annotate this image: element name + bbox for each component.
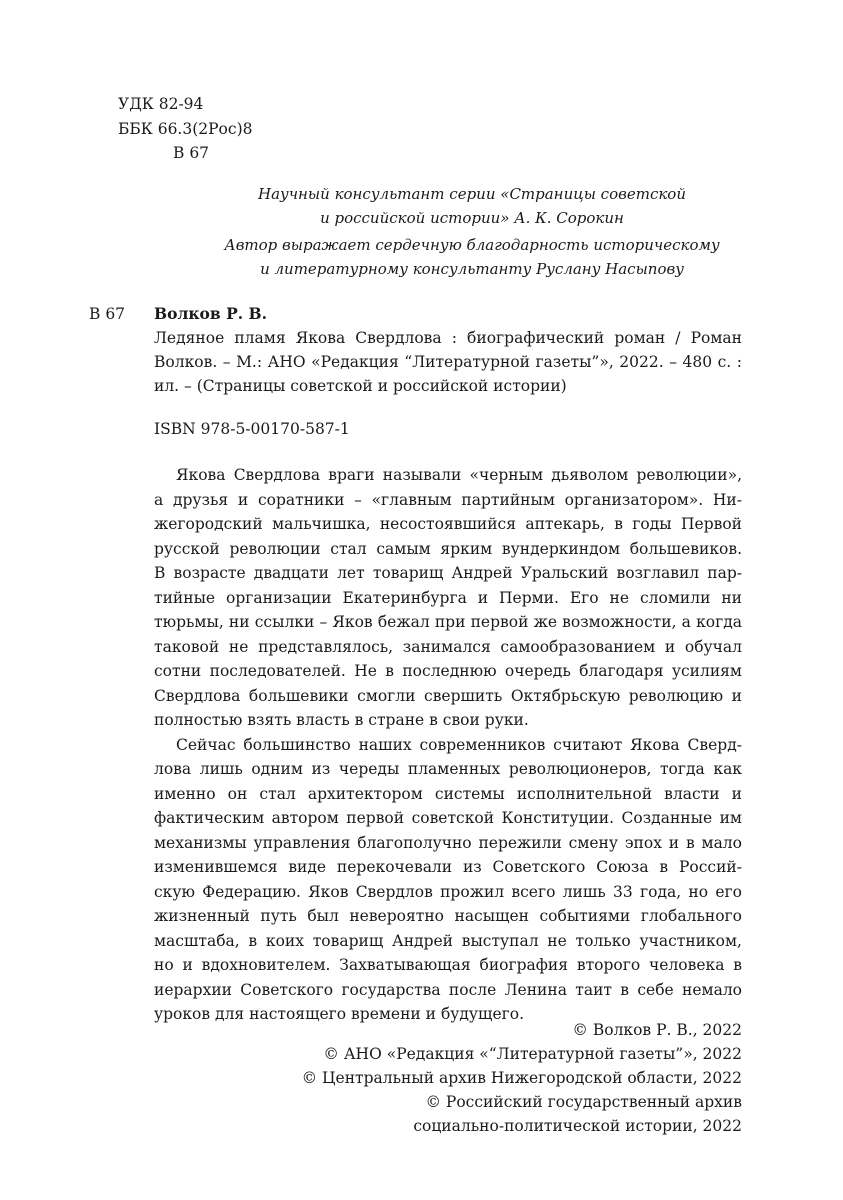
annotation-line: тюрьмы, ни ссылки – Яков бежал при первой же возможности, а когда	[154, 613, 742, 631]
annotation-line: фактическим автором первой советской Конституции. Созданные им	[154, 809, 742, 827]
catalog-description-line: Волков. – М.: АНО «Редакция “Литературной газеты”», 2022. – 480 с. :	[154, 353, 742, 371]
copyright-line: социально-политической истории, 2022	[413, 1117, 742, 1135]
annotation-line: жегородский мальчишка, несостоявшийся аптекарь, в годы Первой	[154, 515, 742, 533]
annotation-line: таковой не представлялось, занимался самообразованием и обучал	[154, 637, 742, 656]
annotation-paragraph-1	[154, 463, 742, 733]
series-consultant-line: Научный консультант серии «Страницы советской	[257, 185, 686, 203]
annotation-line: русской революции стал самым ярким вундеркиндом большевиков.	[154, 539, 742, 558]
acknowledgement-line: и литературному консультанту Руслану Насыпову	[260, 259, 684, 278]
annotation-line: тийные организации Екатеринбурга и Перми. Его не сломили ни	[154, 588, 742, 607]
annotation-line: изменившемся виде перекочевали из Советского Союза в Россий-	[154, 858, 742, 876]
annotation-line: жизненный путь был невероятно насыщен событиями глобального	[154, 907, 742, 925]
isbn: ISBN 978-5-00170-587-1	[154, 420, 350, 438]
acknowledgement-line: Автор выражает сердечную благодарность историческому	[224, 236, 720, 254]
annotation-paragraph-2	[154, 733, 742, 1027]
annotation	[154, 463, 742, 1027]
annotation-line: лова лишь одним из череды пламенных революционеров, тогда как	[154, 760, 742, 778]
annotation-line: Якова Свердлова враги называли «черным дьяволом революции»,	[176, 466, 742, 484]
consultants-block	[200, 183, 744, 281]
annotation-line: полностью взять власть в стране в свои руки.	[154, 711, 529, 729]
annotation-line: Сейчас большинство наших современников считают Якова Сверд-	[176, 735, 742, 754]
annotation-line: а друзья и соратники – «главным партийным организатором». Ни-	[154, 490, 742, 509]
annotation-line: Свердлова большевики смогли свершить Октябрьскую революцию и	[154, 686, 742, 705]
copyright-line: © АНО «Редакция «“Литературной газеты”», 2022	[323, 1045, 742, 1063]
annotation-line: иерархии Советского государства после Ленина таит в себе немало	[154, 980, 742, 999]
bbk-code: ББК 66.3(2Рос)8	[118, 119, 253, 138]
series-consultant-line: и российской истории» А. К. Сорокин	[320, 208, 624, 227]
catalog-description-line: Ледяное пламя Якова Свердлова : биографический роман / Роман	[154, 329, 742, 347]
annotation-line: уроков для настоящего времени и будущего.	[154, 1005, 525, 1023]
annotation-line: скую Федерацию. Яков Свердлов прожил всего лишь 33 года, но его	[154, 882, 742, 901]
catalog-author: Волков Р. В.	[154, 304, 268, 323]
annotation-line: именно он стал архитектором системы исполнительной власти и	[154, 784, 742, 803]
annotation-line: масштаба, в коих товарищ Андрей выступал не только участником,	[154, 931, 742, 950]
annotation-line: механизмы управления благополучно пережили смену эпох и в мало	[154, 833, 742, 852]
copyright-block	[302, 1018, 742, 1138]
classification-codes	[118, 92, 252, 166]
copyright-line: © Российский государственный архив	[425, 1093, 742, 1111]
annotation-line: В возрасте двадцати лет товарищ Андрей Уральский возглавил пар-	[154, 564, 742, 582]
copyright-line: © Центральный архив Нижегородской области, 2022	[301, 1069, 742, 1087]
copyright-line: © Волков Р. В., 2022	[572, 1021, 742, 1039]
udk-code: УДК 82-94	[118, 95, 204, 113]
annotation-line: но и вдохновителем. Захватывающая биография второго человека в	[154, 956, 742, 974]
catalog-entry	[154, 302, 742, 398]
catalog-code: В 67	[89, 305, 126, 323]
author-mark: В 67	[173, 144, 210, 162]
catalog-description-line: ил. – (Страницы советской и российской истории)	[154, 377, 567, 395]
annotation-line: сотни последователей. Не в последнюю очередь благодаря усилиям	[154, 662, 742, 680]
